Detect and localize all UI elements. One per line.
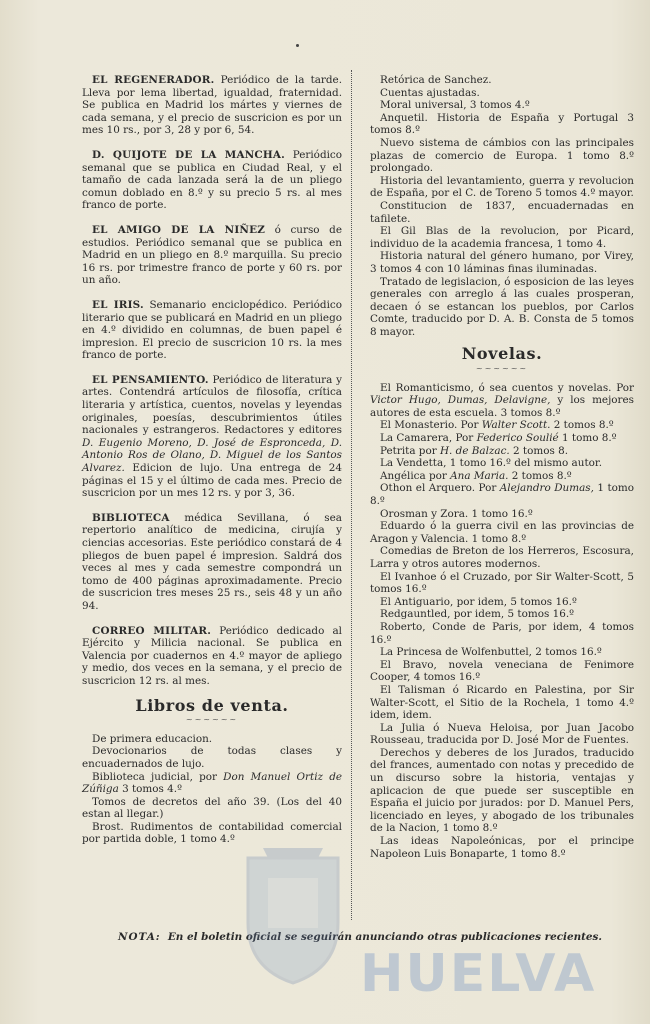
novel-item: El Romanticismo, ó sea cuentos y novelas. Por Victor Hugo, Dumas, Delavigne, y los mejores autores de esta escuela. 3 tomos 8.º (370, 381, 634, 419)
novels-list (370, 382, 634, 861)
title-ornament: ~~~~~~ (185, 715, 239, 725)
book-item: Tomos de decretos del año 39. (Los del 40 estan al llegar.) (82, 795, 342, 821)
nota-footer: NOTA: En el boletin oficial se seguirán anunciando otras publicaciones recientes. (118, 931, 603, 943)
novel-item: Comedias de Breton de los Herreros, Escosura, Larra y otros autores modernos. (370, 545, 634, 570)
title-ornament: ~~~~~~ (475, 364, 529, 374)
left-column (82, 74, 342, 846)
novel-item: El Monasterio. Por Walter Scott. 2 tomos 8.º (380, 419, 614, 432)
novel-item: Eduardo ó la guerra civil en las provincias de Aragon y Valencia. 1 tomo 8.º (370, 520, 634, 545)
novel-item: El Talisman ó Ricardo en Palestina, por Sir Walter-Scott, el Sitio de la Rochela, 1 tomo 4.º idem, idem. (370, 683, 634, 722)
novel-item: Othon el Arquero. Por Alejandro Dumas, 1 tomo 8.º (370, 482, 635, 507)
top-dot (296, 44, 299, 47)
book-item: Brost. Rudimentos de contabilidad comercial por partida doble, 1 tomo 4.º (82, 820, 342, 846)
book-item: El Gil Blas de la revolucion, por Picard, individuo de la academia francesa, 1 tomo 4. (370, 225, 634, 250)
novel-item: La Princesa de Wolfenbuttel, 2 tomos 16.º (380, 646, 602, 659)
entry-quijote: D. QUIJOTE DE LA MANCHA. Periódico semanal que se publica en Ciudad Real, y el tamaño de cada lanzada será la de un pliego comun doblado en 8.º y su precio 5 rs. al mes franco de porte. (82, 148, 342, 212)
right-column (370, 74, 634, 860)
novel-item: El Bravo, novela veneciana de Fenimore Cooper, 4 tomos 16.º (370, 658, 634, 684)
book-item: Tratado de legislacion, ó esposicion de las leyes generales con arreglo á las cuales prosperan, decaen ó se estancan los pueblos, por Carlos Comte, traducido por D. A. B. Consta de 5 tomos 8 mayor. (370, 275, 634, 338)
book-item: Constitucion de 1837, encuadernadas en tafilete. (370, 199, 634, 225)
novel-item: Las ideas Napoleónicas, por el principe Napoleon Luis Bonaparte, 1 tomo 8.º (370, 835, 634, 860)
library-crest-watermark (238, 838, 348, 988)
book-item: De primera educacion. (92, 732, 213, 745)
book-item: Anquetil. Historia de España y Portugal 3 tomos 8.º (370, 111, 634, 137)
novels-section-title: Novelas. (461, 344, 543, 364)
entry-biblioteca-medica: BIBLIOTECA médica Sevillana, ó sea repertorio analítico de medicina, cirujía y ciencias accesorias. Este periódico constará de 4 pliegos de buen papel é impresion. Saldrá dos veces al mes y cada semestre compondrá un tomo de 400 páginas aproximadamente. Precio de suscricion tres meses 25 rs., seis 48 y un año 94. (82, 511, 342, 612)
entry-pensamiento: EL PENSAMIENTO. Periódico de literatura y artes. Contendrá artículos de filosofía, crítica literaria y artística, cuentos, novelas y leyendas originales, poesías, descubrimientos útiles nacionales y estrangeros. Redactores y editores D. Eugenio Moreno, D. José de Espronceda, D. Antonio Ros de Olano, D. Miguel de los Santos Alvarez. Edicion de lujo. Una entrega de 24 páginas el 15 y el último de cada mes. Precio de suscricion por un mes 12 rs. y por 3, 36. (82, 373, 342, 500)
entry-regenerador: EL REGENERADOR. Periódico de la tarde. Lleva por lema libertad, igualdad, fraternidad. Se publica en Madrid los mártes y viernes de cada semana, y el precio de suscricion es por un mes 10 rs., por 3, 28 y por 6, 54. (82, 74, 343, 137)
novel-item: Orosman y Zora. 1 tomo 16.º (380, 507, 533, 520)
book-item: Cuentas ajustadas. (380, 86, 480, 99)
book-item: Historia del levantamiento, guerra y revolucion de España, por el C. de Toreno 5 tomos 4.º mayor. (370, 174, 634, 200)
book-item: Retórica de Sanchez. (380, 74, 492, 86)
book-item: Moral universal, 3 tomos 4.º (380, 99, 530, 112)
entry-correo-militar: CORREO MILITAR. Periódico dedicado al Ejército y Milicia nacional. Se publica en Valencia por cuadernos en 4.º mayor de apliego y medio, dos veces en la semana, y el precio de suscricion 12 rs. al mes. (82, 624, 342, 687)
column-divider (351, 70, 352, 920)
book-item: Biblioteca judicial, por Don Manuel Ortiz de Zúñiga 3 tomos 4.º (82, 770, 342, 796)
entry-amigo-ninez: EL AMIGO DE LA NIÑEZ ó curso de estudios. Periódico semanal que se publica en Madrid en un pliego en 8.º marquilla. Su precio 16 rs. por trimestre franco de porte y 60 rs. por un año. (82, 223, 342, 287)
novel-item: Angélica por Ana Maria. 2 tomos 8.º (380, 469, 572, 482)
novel-item: Derechos y deberes de los Jurados, traducido del frances, aumentado con notas y precedido de un discurso sobre la historia, ventajas y aplicacion de que puede ser susceptible en España el juicio por jurados: por D. Manuel Pers, licenciado en leyes, y abogado de los tribunales de la Nacion, 1 tomo 8.º (370, 746, 634, 835)
novel-item: Roberto, Conde de Paris, por idem, 4 tomos 16.º (370, 620, 634, 646)
book-item: Devocionarios de todas clases y encuadernados de lujo. (82, 745, 342, 770)
book-item: Nuevo sistema de cámbios con las principales plazas de comercio de Europa. 1 tomo 8.º prolongado. (370, 136, 634, 175)
novel-item: Petrita por H. de Balzac. 2 tomos 8. (380, 444, 569, 457)
books-section-title: Libros de venta. (135, 695, 289, 715)
watermark-text: HUELVA (360, 944, 597, 1004)
novel-item: El Ivanhoe ó el Cruzado, por Sir Walter-Scott, 5 tomos 16.º (370, 570, 634, 596)
novel-item: Redgauntled, por idem, 5 tomos 16.º (380, 608, 575, 621)
novel-item: La Vendetta, 1 tomo 16.º del mismo autor. (380, 457, 603, 470)
book-item: Historia natural del género humano, por Virey, 3 tomos 4 con 10 láminas finas iluminadas. (370, 250, 634, 275)
novel-item: La Camarera, Por Federico Soulié 1 tomo 8.º (380, 432, 617, 445)
novel-item: La Julia ó Nueva Heloisa, por Juan Jacobo Rousseau, traducida por D. José Mor de Fuentes. (370, 721, 634, 747)
novel-item: El Antiguario, por idem, 5 tomos 16.º (380, 595, 577, 608)
entry-iris: EL IRIS. Semanario enciclopédico. Periódico literario que se publicará en Madrid en un pliego en 4.º dividido en columnas, de buen papel é impresion. El precio de suscricion 10 rs. la mes franco de porte. (82, 298, 342, 362)
